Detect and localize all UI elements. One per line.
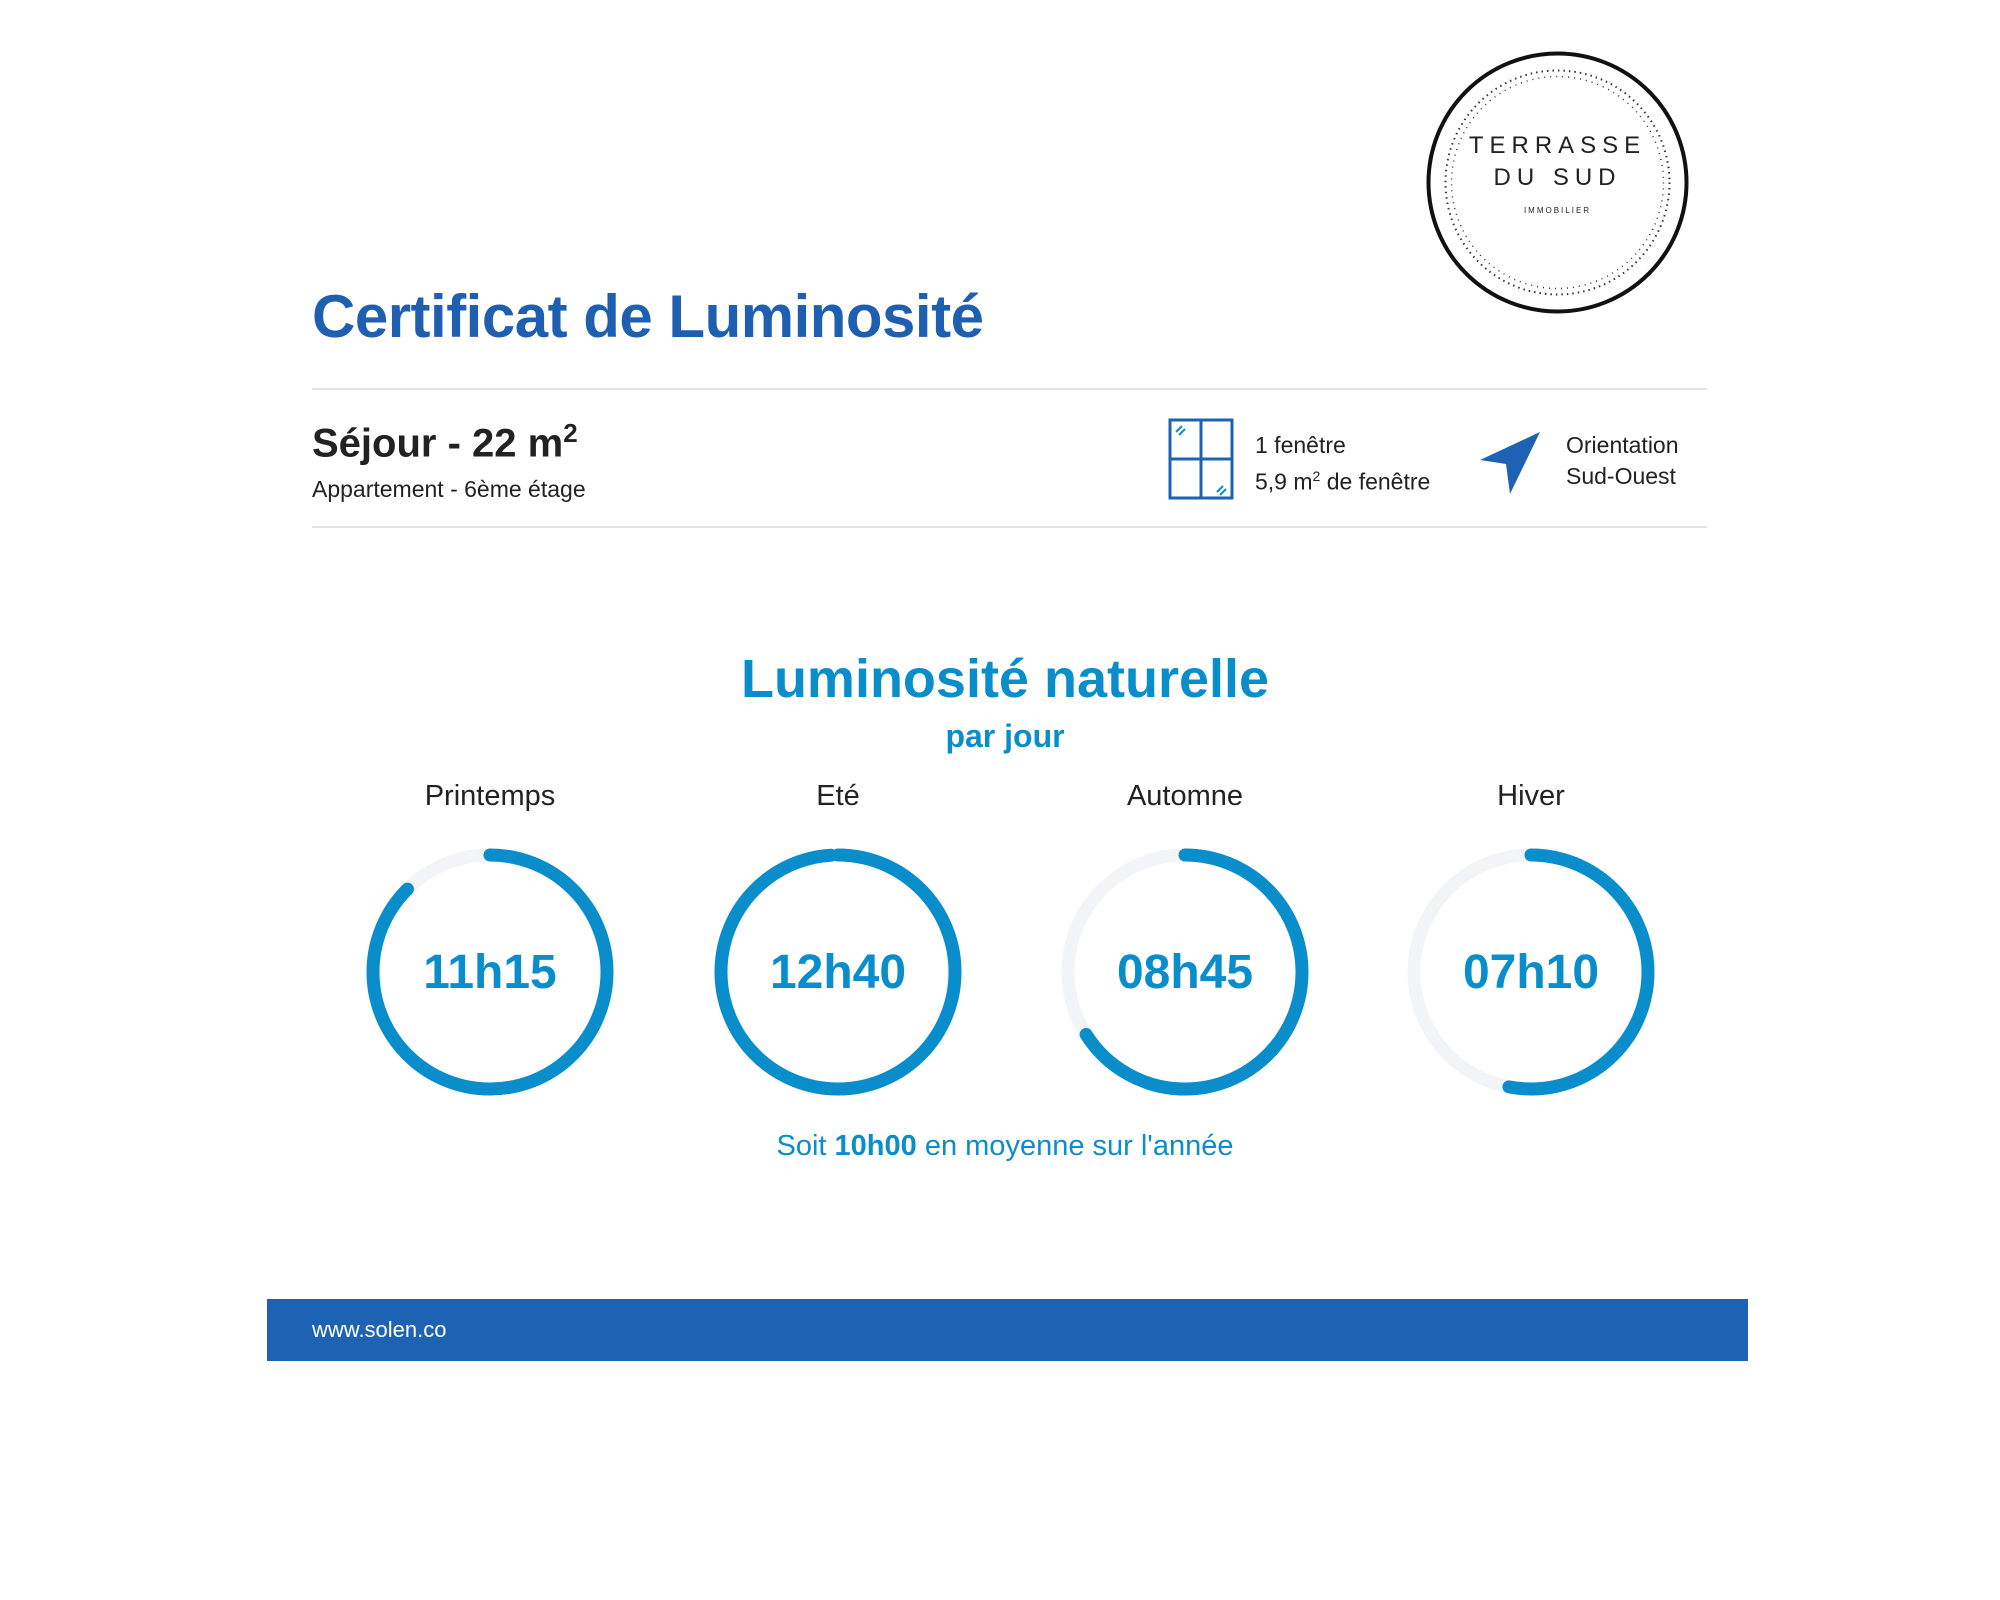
room-heading [312, 418, 578, 466]
season-printemps [360, 776, 620, 1102]
season-ring [708, 842, 968, 1102]
brand-logo [1425, 50, 1690, 315]
season-ring [1055, 842, 1315, 1102]
season-name: Hiver [1497, 780, 1565, 812]
season-name: Printemps [424, 780, 556, 812]
navigation-arrow-icon [1474, 428, 1544, 498]
room-area-exponent: 2 [563, 418, 578, 448]
season-automne [1055, 776, 1315, 1102]
season-hiver [1401, 776, 1661, 1102]
logo-line-3: IMMOBILIER [1523, 206, 1592, 215]
room-name: Séjour - 22 m [312, 421, 564, 466]
season-value: 08h45 [1116, 945, 1254, 999]
season-name: Eté [816, 780, 860, 812]
footer-url[interactable]: www.solen.co [312, 1317, 447, 1342]
page-title: Certificat de Luminosité [312, 283, 984, 350]
room-subtitle: Appartement - 6ème étage [312, 476, 586, 502]
window-area [1255, 461, 1430, 498]
window-info [1255, 430, 1430, 498]
divider-bottom [312, 526, 1707, 528]
season-value: 11h15 [423, 945, 557, 999]
season-value: 12h40 [769, 945, 907, 999]
window-area-suffix: de fenêtre [1320, 468, 1431, 495]
window-count: 1 fenêtre [1255, 432, 1346, 458]
footer-bar [267, 1299, 1748, 1361]
yearly-average [0, 1130, 2000, 1163]
season-ring [1401, 842, 1661, 1102]
window-area-exponent: 2 [1312, 468, 1321, 484]
season-name: Automne [1126, 780, 1244, 812]
average-suffix: en moyenne sur l'année [916, 1130, 1234, 1162]
orientation-label: Orientation [1566, 432, 1679, 458]
window-icon [1168, 418, 1234, 500]
average-prefix: Soit [776, 1130, 835, 1162]
logo-line-2: DU SUD [1493, 164, 1622, 191]
seasons-row [0, 776, 2000, 1106]
orientation-info [1566, 430, 1679, 492]
average-value: 10h00 [834, 1130, 917, 1162]
logo-line-1: TERRASSE [1468, 132, 1647, 159]
logo-wordmark [1425, 50, 1690, 315]
window-area-prefix: 5,9 m [1255, 468, 1313, 495]
season-ring [360, 842, 620, 1102]
section-title: Luminosité naturelle [740, 649, 1270, 709]
orientation-value: Sud-Ouest [1566, 463, 1676, 489]
season-ete [708, 776, 968, 1102]
section-subtitle: par jour [945, 718, 1065, 754]
divider-top [312, 388, 1707, 390]
season-value: 07h10 [1462, 945, 1600, 999]
